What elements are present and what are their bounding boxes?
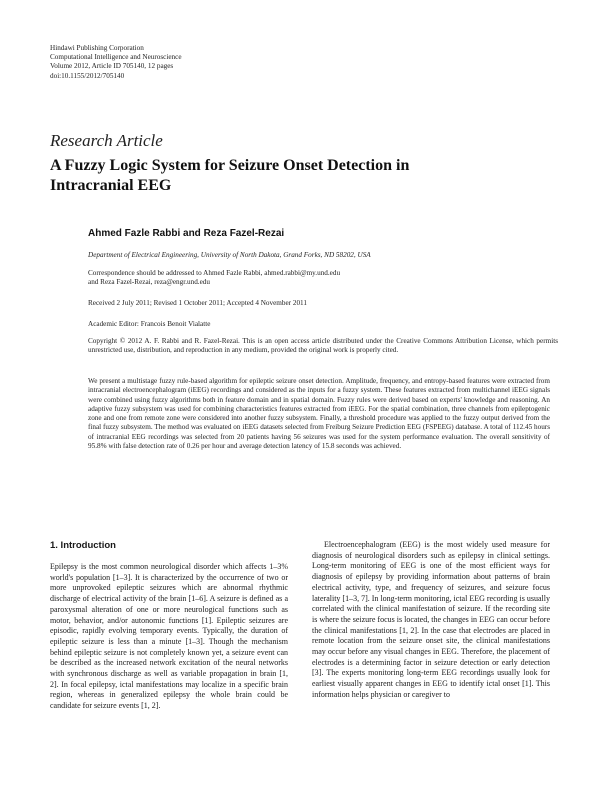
academic-editor: Academic Editor: Francois Benoit Vialatte xyxy=(88,320,211,328)
body-paragraph: Electroencephalogram (EEG) is the most widely used measure for diagnosis of neurological disorders such as epilepsy in clinical settings. Long-term monitoring of EEG is one of the most efficient ways for diagnosis of epilepsy by providing information about patterns of brain electrical activity, type, and frequency of seizures, and seizure focus laterality [1–3, 7]. In long-term monitoring, ictal EEG recording is usually correlated with the clinical manifestation of seizure. If the recording site is where the seizure focus is located, the changes in EEG can occur before the clinical manifestations [1, 2]. In the case that electrodes are placed in remote location from the seizure onset site, the clinical manifestations may occur before any visual changes in EEG. Therefore, the placement of electrodes is a determining factor in seizure detection or early detection [3]. The experts monitoring long-term EEG recordings usually look for earliest visually apparent changes in EEG to identify ictal onset [1]. This information helps physician or caregiver to xyxy=(312,540,550,699)
correspondence xyxy=(88,269,558,287)
title-line-2: Intracranial EEG xyxy=(50,177,172,194)
section-heading: 1. Introduction xyxy=(50,540,116,551)
body-paragraph: Epilepsy is the most common neurological disorder which affects 1–3% world's population [1–3]. It is characterized by the occurrence of two or more unprovoked epileptic seizures which are abnormal rhythmic discharge of electrical activity of the brain [1–6]. A seizure is defined as a paroxysmal alteration of one or more neurological functions such as motor, behavior, and/or autonomic functions [1]. Epileptic seizures are episodic, rapidly evolving temporary events. Typically, the duration of epileptic seizure is less than a minute [1–3]. Though the mechanism behind epileptic seizure is not completely known yet, a seizure event can be described as the increased network excitation of the neural networks with synchronous discharge as well as variable propagation in brain [1, 2]. In focal epilepsy, ictal manifestations may localize in a specific brain region, whereas in generalized epilepsy the whole brain could be candidate for seizure events [1, 2]. xyxy=(50,562,288,711)
correspondence-line-2: and Reza Fazel-Rezai, reza@engr.und.edu xyxy=(88,278,210,287)
journal-line: Computational Intelligence and Neuroscience xyxy=(50,53,182,62)
abstract: We present a multistage fuzzy rule-based algorithm for epileptic seizure onset detection. Amplitude, frequency, and entropy-based features were extracted from intracranial electroencephalogram (iEEG) recordings and considered as the inputs for a fuzzy system. These features extracted from multichannel iEEG signals were combined using fuzzy algorithms both in feature domain and in spatial domain. Fuzzy rules were derived based on experts' knowledge and reasoning. An adaptive fuzzy subsystem was used for combining characteristics features extracted from iEEG. For the spatial combination, three channels from epileptogenic zone and one from remote zone were considered into another fuzzy subsystem. Finally, a threshold procedure was applied to the fuzzy output derived from the final fuzzy subsystem. The method was evaluated on iEEG datasets selected from Freiburg Seizure Prediction EEG (FSPEEG) database. A total of 112.45 hours of intracranial EEG recordings was selected from 20 patients having 56 seizures was used for the system performance evaluation. The overall sensitivity of 95.8% with false detection rate of 0.26 per hour and average detection latency of 15.8 seconds was achieved. xyxy=(88,377,550,451)
article-type: Research Article xyxy=(50,131,163,150)
right-column xyxy=(312,540,550,701)
paper-title xyxy=(50,156,520,196)
journal-header xyxy=(50,44,182,81)
left-column xyxy=(50,540,288,712)
doi-line: doi:10.1155/2012/705140 xyxy=(50,71,125,80)
authors: Ahmed Fazle Rabbi and Reza Fazel-Rezai xyxy=(88,228,285,239)
affiliation: Department of Electrical Engineering, University of North Dakota, Grand Forks, ND 58202, USA xyxy=(88,251,371,259)
publisher-line: Hindawi Publishing Corporation xyxy=(50,44,144,52)
copyright-notice: Copyright © 2012 A. F. Rabbi and R. Fazel-Rezai. This is an open access article distributed under the Creative Commons Attribution License, which permits unrestricted use, distribution, and reproduction in any medium, provided the original work is properly cited. xyxy=(88,337,558,355)
correspondence-line-1: Correspondence should be addressed to Ahmed Fazle Rabbi, ahmed.rabbi@my.und.edu xyxy=(88,269,341,277)
received-dates: Received 2 July 2011; Revised 1 October 2011; Accepted 4 November 2011 xyxy=(88,299,307,307)
title-line-1: A Fuzzy Logic System for Seizure Onset Detection in xyxy=(50,157,410,174)
volume-line: Volume 2012, Article ID 705140, 12 pages xyxy=(50,62,174,71)
